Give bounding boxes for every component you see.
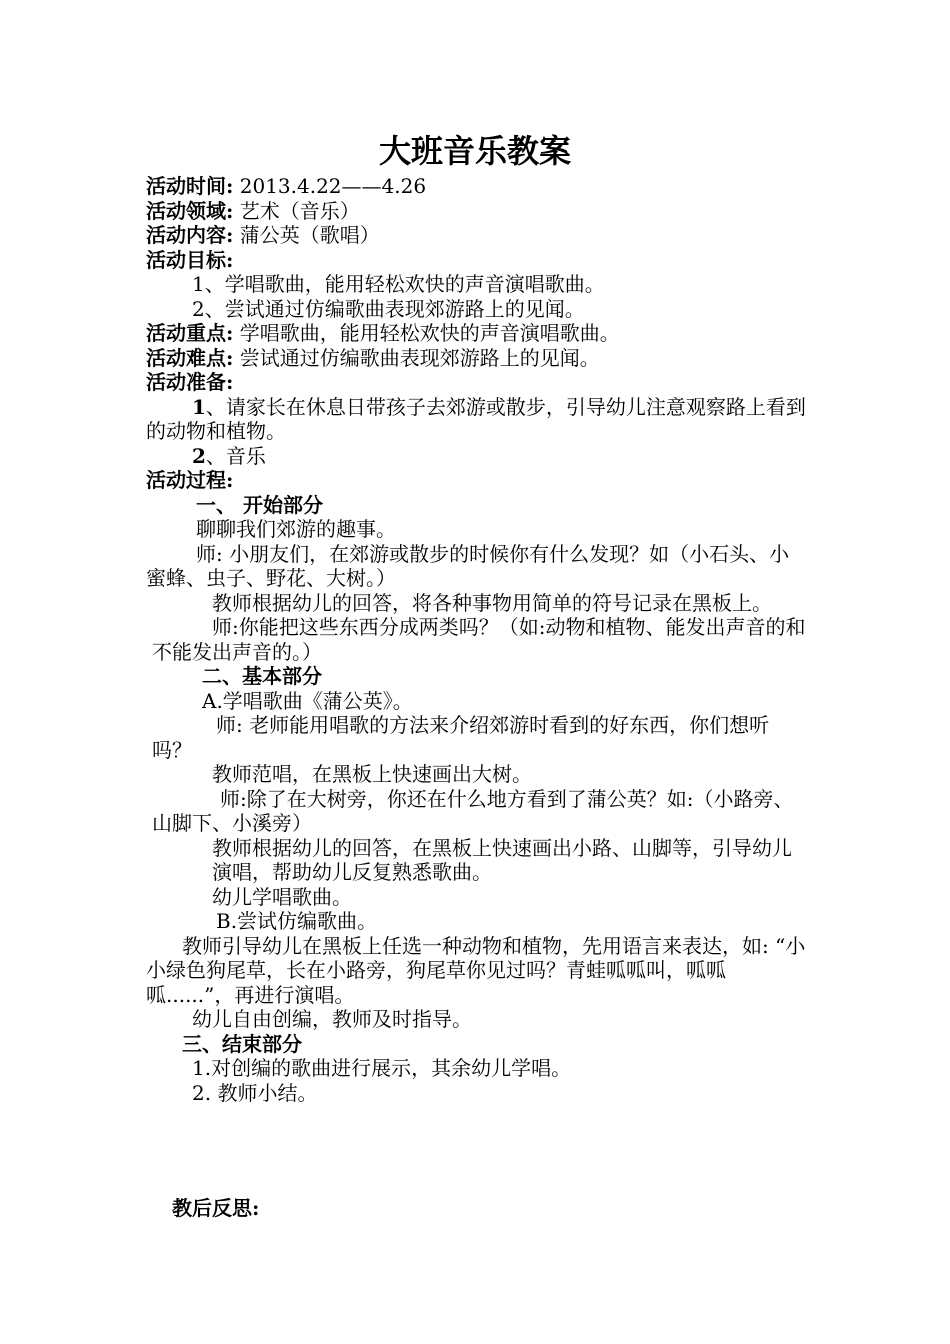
meta-time-label: 活动时间:: [146, 174, 234, 198]
meta-domain-label: 活动领域:: [146, 198, 234, 223]
meta-content: [146, 223, 808, 248]
prep-item-text: 、请家长在休息日带孩子去郊游或散步，引导幼儿注意观察路上看到的动物和植物。: [146, 394, 806, 443]
section3-heading: 三、结束部分: [182, 1031, 302, 1056]
section3-item: 2. 教师小结。: [192, 1080, 318, 1105]
prep-item: [146, 444, 808, 469]
difficulty-label: 活动难点:: [146, 345, 234, 370]
section2-paragraph: 师: 老师能用唱歌的方法来介绍郊游时看到的好东西，你们想听吗？: [152, 713, 770, 762]
key-point-label: 活动重点:: [146, 321, 234, 345]
section2-subheading-a: A.学唱歌曲《蒲公英》。: [202, 688, 413, 713]
document-body: [146, 174, 808, 1105]
meta-domain-value: 艺术（音乐）: [233, 198, 360, 223]
goal-item: 2、尝试通过仿编歌曲表现郊游路上的见闻。: [192, 296, 585, 321]
difficulty: [146, 346, 808, 371]
meta-time-value: 2013.4.22——4.26: [233, 174, 427, 198]
section1-paragraph: 聊聊我们郊游的趣事。: [196, 517, 396, 541]
key-point-value: 学唱歌曲，能用轻松欢快的声音演唱歌曲。: [233, 321, 620, 345]
goal-item: 1、学唱歌曲，能用轻松欢快的声音演唱歌曲。: [192, 272, 605, 296]
prep-label: 活动准备:: [146, 370, 234, 394]
section2-paragraph: 幼儿学唱歌曲。: [212, 884, 352, 909]
prep-item-text: 、音乐: [205, 443, 266, 468]
section2-paragraph: 教师根据幼儿的回答，在黑板上快速画出小路、山脚等，引导幼儿演唱，帮助幼儿反复熟悉歌曲。: [212, 835, 792, 884]
section1-paragraph: 师: 小朋友们，在郊游或散步的时候你有什么发现？如（小石头、小蜜蜂、虫子、野花、大树。）: [146, 541, 790, 590]
meta-time: [146, 174, 808, 199]
reflection-label: 教后反思:: [172, 1196, 260, 1220]
goals-label: 活动目标:: [146, 247, 234, 272]
difficulty-value: 尝试通过仿编歌曲表现郊游路上的见闻。: [233, 345, 600, 370]
meta-domain: [146, 199, 808, 224]
process-label: 活动过程:: [146, 468, 234, 492]
prep-item: [146, 395, 808, 444]
section1-paragraph: 师:你能把这些东西分成两类吗？（如:动物和植物、能发出声音的和不能发出声音的。）: [152, 615, 806, 664]
section2-paragraph: 幼儿自由创编，教师及时指导。: [192, 1007, 472, 1031]
page-title: 大班音乐教案: [378, 132, 571, 170]
key-point: [146, 321, 808, 346]
prep-item-number: 1: [192, 394, 206, 419]
section2-paragraph: 师:除了在大树旁，你还在什么地方看到了蒲公英？如:（小路旁、山脚下、小溪旁）: [152, 786, 794, 835]
meta-content-value: 蒲公英（歌唱）: [233, 223, 380, 247]
section2-paragraph: 教师引导幼儿在黑板上任选一种动物和植物，先用语言来表达，如: “小小绿色狗尾草，长在小路旁，狗尾草你见过吗？青蛙呱呱叫，呱呱呱......”，再进行演唱。: [146, 933, 806, 1007]
meta-content-label: 活动内容:: [146, 223, 234, 247]
section1-paragraph: 教师根据幼儿的回答，将各种事物用简单的符号记录在黑板上。: [212, 590, 772, 615]
section2-heading: 二、基本部分: [202, 664, 322, 688]
section1-heading: 一、 开始部分: [196, 492, 323, 517]
section2-subheading-b: B.尝试仿编歌曲。: [216, 909, 378, 933]
prep-item-number: 2: [192, 443, 206, 468]
section2-paragraph: 教师范唱，在黑板上快速画出大树。: [212, 762, 532, 786]
section3-item: 1.对创编的歌曲进行展示，其余幼儿学唱。: [192, 1056, 572, 1080]
